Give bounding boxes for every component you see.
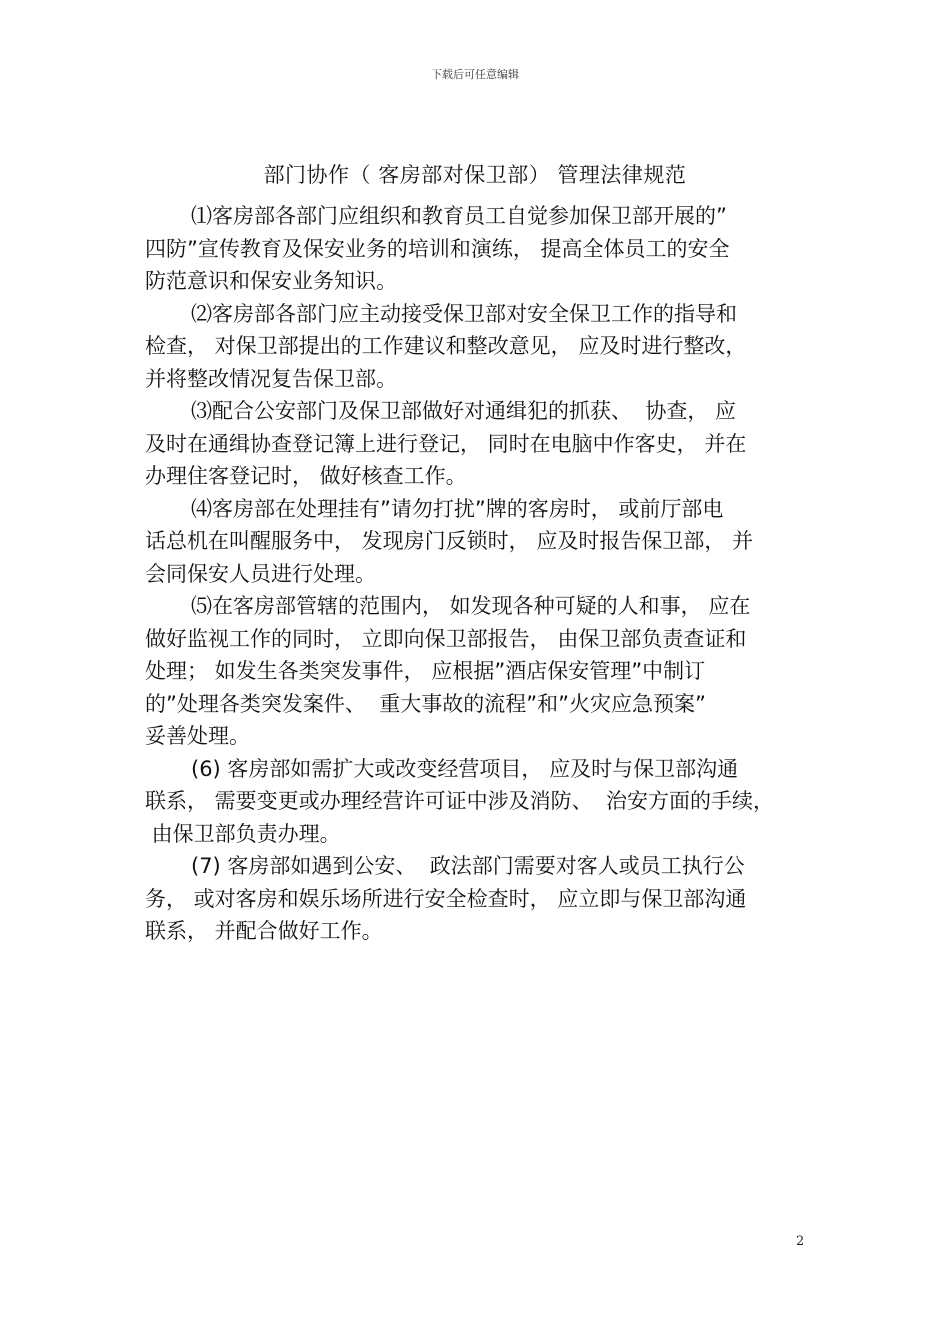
body-line: 由保卫部负责办理。: [145, 821, 341, 846]
body-line: 务， 或对客房和娱乐场所进行安全检查时， 应立即与保卫部沟通: [145, 886, 747, 911]
body-line: ⑴客房部各部门应组织和教育员工自觉参加保卫部开展的”: [191, 204, 727, 228]
page-header-note: 下载后可任意编辑: [431, 68, 519, 81]
body-line: 防范意识和保安业务知识。: [145, 269, 397, 293]
body-line: (6) 客房部如需扩大或改变经营项目， 应及时与保卫部沟通: [191, 756, 739, 781]
body-line: 话总机在叫醒服务中， 发现房门反锁时， 应及时报告保卫部， 并: [145, 529, 754, 553]
body-line: 做好监视工作的同时， 立即向保卫部报告， 由保卫部负责查证和: [145, 626, 747, 651]
body-line: 处理； 如发生各类突发事件， 应根据”酒店保安管理”中制订: [145, 659, 706, 683]
body-line: 及时在通缉协查登记簿上进行登记， 同时在电脑中作客史， 并在: [145, 431, 747, 456]
body-line: (7) 客房部如遇到公安、 政法部门需要对客人或员工执行公: [191, 854, 745, 878]
body-line: 会同保安人员进行处理。: [145, 561, 376, 586]
body-line: 并将整改情况复告保卫部。: [145, 366, 397, 391]
body-line: 四防”宣传教育及保安业务的培训和演练， 提高全体员工的安全: [145, 236, 730, 261]
body-line: 联系， 需要变更或办理经营许可证中涉及消防、 治安方面的手续，: [145, 789, 775, 813]
document-body: [145, 200, 813, 948]
body-line: 检查， 对保卫部提出的工作建议和整改意见， 应及时进行整改，: [145, 334, 747, 358]
body-line: 的”处理各类突发案件、 重大事故的流程”和”火灾应急预案”: [145, 691, 706, 716]
document-title: 部门协作（ 客房部对保卫部） 管理法律规范: [263, 163, 687, 187]
body-line: 妥善处理。: [145, 724, 250, 748]
body-line: ⑸在客房部管辖的范围内， 如发现各种可疑的人和事， 应在: [191, 594, 751, 618]
body-line: ⑶配合公安部门及保卫部做好对通缉犯的抓获、 协查， 应: [191, 399, 737, 423]
body-line: 办理住客登记时， 做好核查工作。: [145, 464, 467, 488]
body-line: ⑷客房部在处理挂有”请勿打扰”牌的客房时， 或前厅部电: [191, 496, 724, 521]
body-line: 联系， 并配合做好工作。: [145, 919, 383, 943]
body-line: ⑵客房部各部门应主动接受保卫部对安全保卫工作的指导和: [191, 301, 737, 326]
page-number: 2: [796, 1234, 805, 1249]
